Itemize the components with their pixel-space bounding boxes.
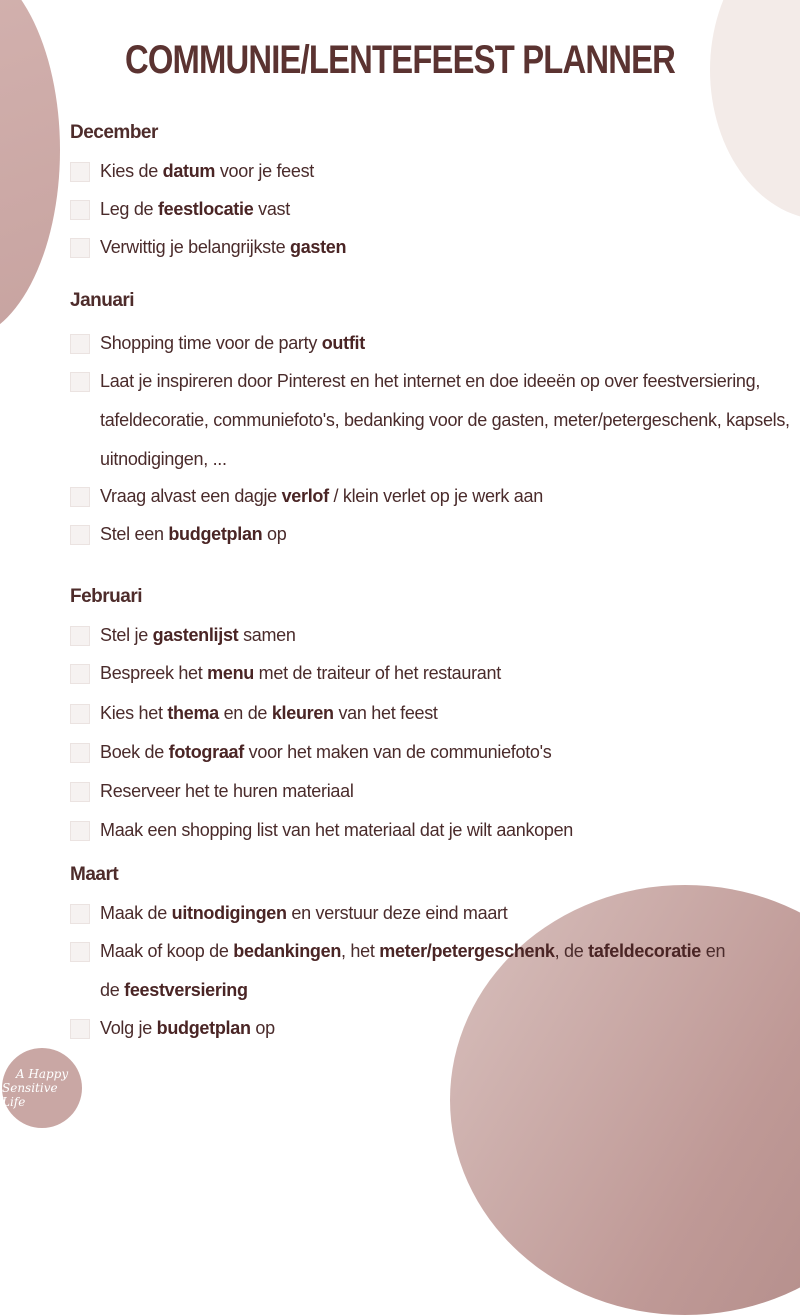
checkbox[interactable] xyxy=(70,664,90,684)
checkbox[interactable] xyxy=(70,162,90,182)
brand-logo xyxy=(2,1048,82,1128)
month-heading-januari: Januari xyxy=(70,290,135,311)
item-text: Maak een shopping list van het materiaal dat je wilt aankopen xyxy=(100,820,574,840)
item-text: Maak de uitnodigingen en verstuur deze eind maart xyxy=(100,903,508,923)
item-text: Kies de datum voor je feest xyxy=(100,161,315,181)
checklist-item xyxy=(70,663,790,693)
checklist-item xyxy=(70,199,790,229)
checklist-item xyxy=(70,903,790,933)
month-heading-december: December xyxy=(70,122,158,143)
checkbox[interactable] xyxy=(70,238,90,258)
item-text: Laat je inspireren door Pinterest en het internet en doe ideeën op over feestversiering, tafeldecoratie, communiefoto's, bedanking voor de gasten, meter/petergeschenk, kapsels, uitnodigingen, ... xyxy=(100,371,790,469)
item-text: Boek de fotograaf voor het maken van de communiefoto's xyxy=(100,742,552,762)
item-text: Stel je gastenlijst samen xyxy=(100,625,296,645)
checkbox[interactable] xyxy=(70,904,90,924)
checkbox[interactable] xyxy=(70,743,90,763)
checklist-item xyxy=(70,1018,790,1048)
checkbox[interactable] xyxy=(70,626,90,646)
checklist-item xyxy=(70,820,790,850)
item-text: Bespreek het menu met de traiteur of het restaurant xyxy=(100,663,501,683)
item-text: Leg de feestlocatie vast xyxy=(100,199,290,219)
checkbox[interactable] xyxy=(70,200,90,220)
month-heading-maart: Maart xyxy=(70,864,119,885)
item-text: Maak of koop de bedankingen, het meter/petergeschenk, de tafeldecoratie en de feestversiering xyxy=(100,941,726,1000)
checkbox[interactable] xyxy=(70,704,90,724)
item-text: Vraag alvast een dagje verlof / klein verlet op je werk aan xyxy=(100,486,543,506)
checkbox[interactable] xyxy=(70,334,90,354)
checklist-item xyxy=(70,781,790,811)
checklist-item xyxy=(70,237,790,267)
month-heading-februari: Februari xyxy=(70,586,143,607)
decorative-blob-left xyxy=(0,0,60,340)
checklist-item xyxy=(70,486,790,516)
checklist-item xyxy=(70,371,790,479)
item-text: Kies het thema en de kleuren van het feest xyxy=(100,703,438,723)
item-text: Volg je budgetplan op xyxy=(100,1018,275,1038)
item-text: Shopping time voor de party outfit xyxy=(100,333,365,353)
item-text: Reserveer het te huren materiaal xyxy=(100,781,354,801)
item-text: Verwittig je belangrijkste gasten xyxy=(100,237,347,257)
checkbox[interactable] xyxy=(70,487,90,507)
checkbox[interactable] xyxy=(70,942,90,962)
logo-line-1: A Happy xyxy=(15,1067,69,1081)
page-title: COMMUNIE/LENTEFEEST PLANNER xyxy=(124,38,676,82)
checklist-item xyxy=(70,161,790,191)
checklist-item xyxy=(70,333,790,363)
logo-line-2: Sensitive Life xyxy=(2,1081,58,1109)
checklist-item xyxy=(70,625,790,655)
checklist-item xyxy=(70,941,790,1010)
checklist-item xyxy=(70,742,790,772)
checkbox[interactable] xyxy=(70,372,90,392)
checkbox[interactable] xyxy=(70,1019,90,1039)
checkbox[interactable] xyxy=(70,525,90,545)
item-text: Stel een budgetplan op xyxy=(100,524,287,544)
checkbox[interactable] xyxy=(70,821,90,841)
checkbox[interactable] xyxy=(70,782,90,802)
checklist-item xyxy=(70,703,790,733)
checklist-item xyxy=(70,524,790,554)
